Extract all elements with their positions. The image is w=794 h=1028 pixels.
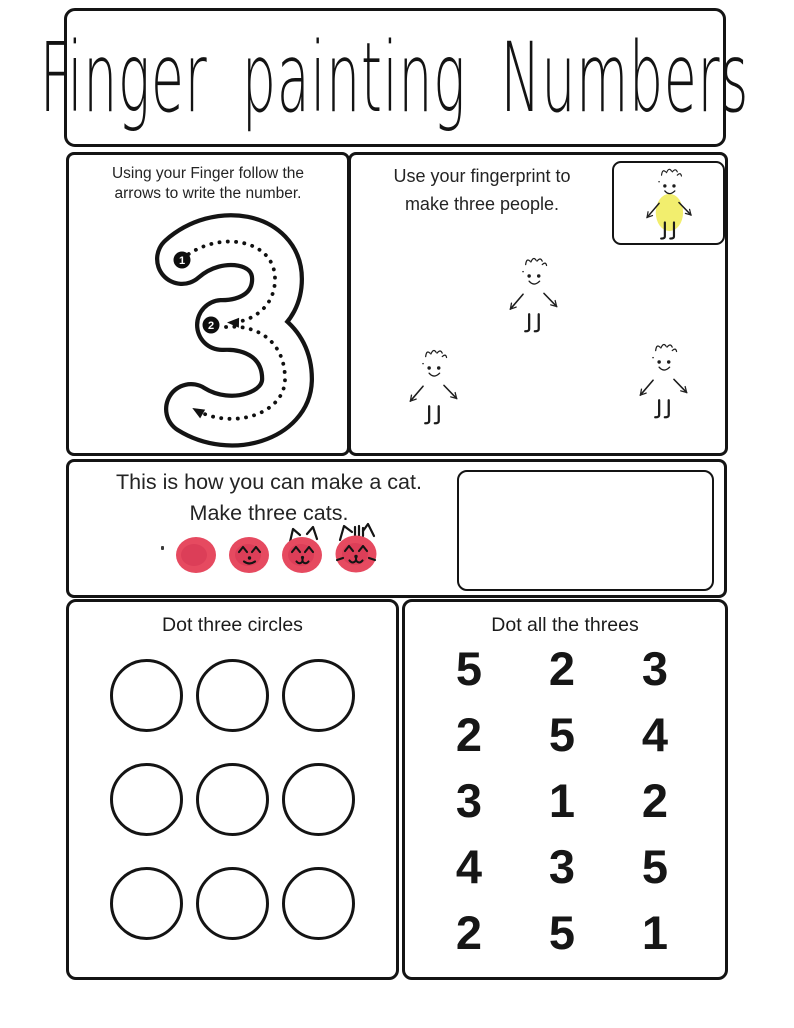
number-cell: 4 xyxy=(641,707,668,761)
cat-steps-illustration xyxy=(175,523,387,577)
number-cell: 1 xyxy=(641,905,668,959)
number-cell: 2 xyxy=(455,707,482,761)
number-cell: 4 xyxy=(455,839,482,893)
cat-panel xyxy=(66,459,727,598)
number-cell: 3 xyxy=(641,641,668,695)
dot-circle xyxy=(110,659,183,732)
example-person-figure xyxy=(640,165,698,245)
ink-speck xyxy=(161,546,164,550)
cat-step-2-face xyxy=(229,537,269,573)
dot-circles-panel xyxy=(66,599,399,980)
trace-instruction-line2: arrows to write the number. xyxy=(114,184,302,202)
dot-circle xyxy=(196,763,269,836)
number-cell: 5 xyxy=(641,839,668,893)
number-cell: 3 xyxy=(455,773,482,827)
cat-instruction-line1: This is how you can make a cat. xyxy=(116,470,422,494)
number-cell: 3 xyxy=(548,839,575,893)
cat-step-3-ears xyxy=(282,527,322,573)
example-person-box xyxy=(612,161,725,245)
person-figure-2 xyxy=(403,346,464,430)
title-box xyxy=(40,8,750,147)
people-instruction-line2: make three people. xyxy=(404,193,560,214)
number-cell: 2 xyxy=(641,773,668,827)
yellow-fingerprint-body xyxy=(656,194,683,231)
stroke-order-marker-2 xyxy=(203,317,220,334)
dot-circle xyxy=(110,763,183,836)
stroke-order-marker-1 xyxy=(174,252,191,269)
numbers-panel-title: Dot all the threes xyxy=(491,614,639,636)
number-cell: 5 xyxy=(548,707,575,761)
bubble-number-outline xyxy=(182,240,287,420)
page-title: Finger painting Numbers xyxy=(40,21,750,134)
circles-panel-title: Dot three circles xyxy=(162,614,303,636)
person-figure-3 xyxy=(633,340,694,424)
cat-practice-box xyxy=(457,470,714,591)
number-cell: 2 xyxy=(455,905,482,959)
trace-instruction-line1: Using your Finger follow the xyxy=(111,165,305,182)
trace-number-panel xyxy=(66,152,350,456)
bubble-number-3-tracing xyxy=(125,207,341,453)
dot-circle xyxy=(110,867,183,940)
people-instruction xyxy=(351,163,613,219)
dot-threes-panel xyxy=(402,599,728,980)
number-cell: 5 xyxy=(455,641,482,695)
dot-circle xyxy=(282,659,355,732)
numbers-grid xyxy=(422,635,701,965)
stroke-order-number-2: 2 xyxy=(207,319,215,332)
stroke-order-number-1: 1 xyxy=(178,254,186,267)
trace-instruction xyxy=(69,164,347,204)
cat-step-1-fingerprint xyxy=(176,537,216,573)
fingerprint-people-panel xyxy=(348,152,728,456)
cat-instruction-line2: Make three cats. xyxy=(189,501,349,525)
number-cell: 5 xyxy=(548,905,575,959)
dot-circle xyxy=(282,763,355,836)
number-cell: 2 xyxy=(548,641,575,695)
dot-circle xyxy=(196,659,269,732)
person-figure-1 xyxy=(503,254,564,338)
number-cell: 1 xyxy=(548,773,575,827)
dot-circle xyxy=(282,867,355,940)
circles-grid xyxy=(69,659,396,940)
cat-step-4-whiskers xyxy=(336,524,377,573)
people-instruction-line1: Use your fingerprint to xyxy=(393,166,571,186)
dot-circle xyxy=(196,867,269,940)
